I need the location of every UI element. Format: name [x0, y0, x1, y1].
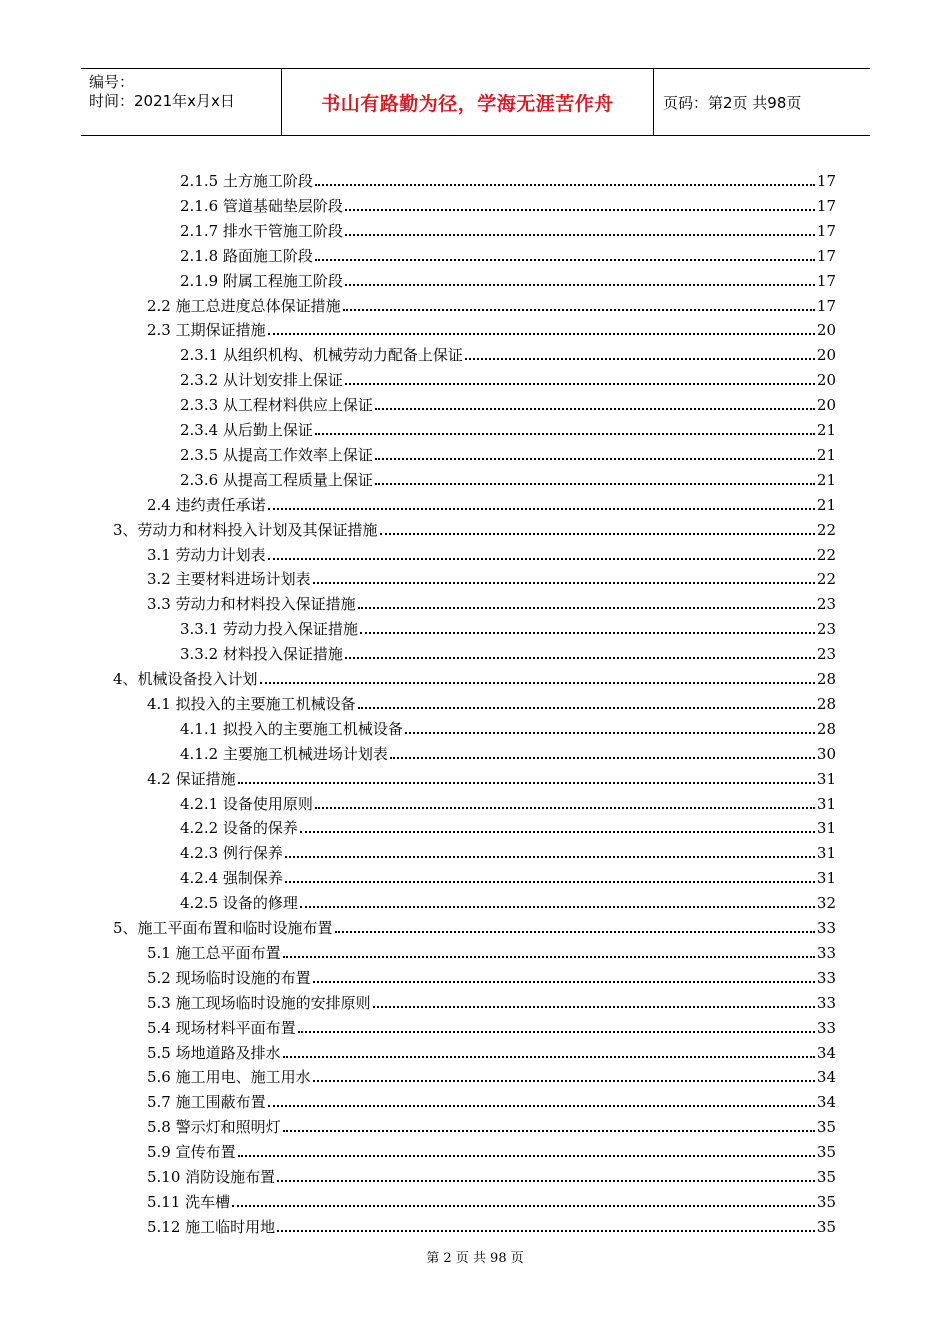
toc-dot-leader — [313, 1080, 815, 1082]
toc-entry-page: 28 — [816, 670, 836, 688]
toc-dot-leader — [277, 1230, 815, 1232]
toc-entry[interactable] — [180, 167, 836, 191]
toc-dot-leader — [343, 309, 815, 311]
toc-entry[interactable] — [113, 516, 836, 540]
toc-entry-label: 5.6 施工用电、施工用水 — [147, 1068, 311, 1087]
toc-entry[interactable] — [180, 416, 836, 440]
toc-entry-label: 2.4 违约责任承诺 — [147, 495, 266, 514]
toc-entry[interactable] — [147, 1014, 836, 1038]
toc-dot-leader — [283, 1056, 815, 1058]
toc-entry-page: 28 — [816, 694, 836, 713]
toc-entry[interactable] — [180, 242, 836, 266]
toc-dot-leader — [345, 209, 815, 211]
toc-entry-label: 4.1 拟投入的主要施工机械设备 — [147, 694, 356, 713]
toc-entry-page: 35 — [816, 1217, 836, 1236]
toc-entry-page: 17 — [816, 172, 836, 190]
toc-entry-page: 20 — [816, 396, 836, 415]
toc-entry-page: 20 — [816, 321, 836, 340]
toc-entry-page: 31 — [816, 794, 836, 813]
toc-dot-leader — [405, 732, 815, 734]
toc-entry[interactable] — [180, 217, 836, 241]
toc-entry-page: 35 — [816, 1118, 836, 1137]
toc-entry[interactable] — [147, 690, 836, 714]
toc-entry-label: 2.1.8 路面施工阶段 — [180, 246, 313, 265]
toc-entry-page: 17 — [816, 196, 836, 215]
page-footer — [0, 1247, 950, 1266]
toc-entry-label: 4、机械设备投入计划 — [113, 670, 258, 688]
toc-entry-label: 4.2.2 设备的保养 — [180, 819, 298, 838]
toc-entry[interactable] — [180, 341, 836, 365]
toc-entry-label: 2.3.6 从提高工程质量上保证 — [180, 470, 373, 489]
toc-entry-page: 20 — [816, 371, 836, 390]
toc-entry-page: 31 — [816, 769, 836, 788]
toc-entry[interactable] — [180, 466, 836, 490]
toc-dot-leader — [335, 931, 815, 933]
toc-entry-label: 4.2.4 强制保养 — [180, 869, 283, 888]
toc-entry-page: 34 — [816, 1068, 836, 1087]
toc-entry-label: 3、劳动力和材料投入计划及其保证措施 — [113, 520, 378, 539]
toc-entry-page: 33 — [816, 919, 836, 937]
toc-entry-label: 4.2.3 例行保养 — [180, 844, 283, 863]
toc-entry[interactable] — [180, 441, 836, 465]
toc-entry-label: 5.8 警示灯和照明灯 — [147, 1118, 281, 1137]
motto-text: 书山有路勤为径，学海无涯苦作舟 — [321, 92, 614, 115]
toc-entry-page: 17 — [816, 296, 836, 315]
toc-dot-leader — [238, 782, 815, 784]
toc-dot-leader — [345, 657, 815, 659]
toc-entry-label: 5.11 洗车槽 — [147, 1192, 231, 1211]
toc-entry-page: 33 — [816, 1018, 836, 1037]
toc-entry-label: 5.5 场地道路及排水 — [147, 1043, 281, 1062]
toc-entry-page: 32 — [816, 894, 836, 913]
header-motto-cell — [281, 69, 654, 135]
toc-entry-label: 2.2 施工总进度总体保证措施 — [147, 296, 341, 315]
toc-entry[interactable] — [147, 1188, 836, 1212]
footer-page-number: 第 2 页 共 98 页 — [426, 1251, 524, 1266]
toc-entry[interactable] — [180, 715, 836, 739]
toc-entry-label: 2.1.6 管道基础垫层阶段 — [180, 196, 343, 215]
toc-entry-label: 5.10 消防设施布置 — [147, 1168, 276, 1186]
toc-entry[interactable] — [147, 1088, 836, 1112]
toc-entry[interactable] — [147, 939, 836, 963]
toc-dot-leader — [465, 358, 815, 360]
toc-entry[interactable] — [147, 765, 836, 789]
toc-entry[interactable] — [180, 391, 836, 415]
toc-entry-page: 22 — [816, 545, 836, 564]
toc-entry-page: 31 — [816, 869, 836, 888]
toc-dot-leader — [315, 259, 815, 261]
toc-dot-leader — [283, 956, 815, 958]
toc-entry-label: 5.1 施工总平面布置 — [147, 943, 281, 962]
toc-entry-label: 4.2.5 设备的修理 — [180, 894, 298, 913]
toc-entry[interactable] — [147, 1163, 836, 1187]
toc-entry-page: 35 — [816, 1192, 836, 1211]
toc-dot-leader — [268, 508, 815, 510]
toc-dot-leader — [277, 1180, 815, 1182]
toc-entry-label: 4.1.1 拟投入的主要施工机械设备 — [180, 719, 403, 738]
toc-entry-label: 5.3 施工现场临时设施的安排原则 — [147, 993, 371, 1012]
toc-dot-leader — [345, 383, 815, 385]
toc-entry-page: 23 — [816, 595, 836, 614]
toc-entry-label: 2.1.7 排水干管施工阶段 — [180, 221, 343, 240]
toc-dot-leader — [373, 1006, 815, 1008]
toc-entry-page: 28 — [816, 719, 836, 738]
toc-entry-label: 2.3.1 从组织机构、机械劳动力配备上保证 — [180, 346, 463, 365]
toc-entry-label: 2.3.5 从提高工作效率上保证 — [180, 445, 373, 464]
toc-dot-leader — [375, 483, 815, 485]
toc-dot-leader — [283, 1130, 815, 1132]
toc-entry[interactable] — [147, 491, 836, 515]
toc-entry-label: 2.3.4 从后勤上保证 — [180, 421, 313, 439]
toc-entry[interactable] — [180, 640, 836, 664]
toc-entry[interactable] — [180, 192, 836, 216]
toc-entry-label: 2.1.5 土方施工阶段 — [180, 172, 313, 190]
toc-dot-leader — [268, 333, 815, 335]
toc-entry-label: 5、施工平面布置和临时设施布置 — [113, 919, 333, 937]
toc-entry[interactable] — [180, 864, 836, 888]
toc-dot-leader — [380, 533, 815, 535]
toc-entry-label: 5.12 施工临时用地 — [147, 1217, 276, 1236]
toc-entry-page: 35 — [816, 1143, 836, 1162]
toc-entry-page: 20 — [816, 346, 836, 365]
toc-entry-label: 3.3.2 材料投入保证措施 — [180, 645, 343, 664]
toc-entry[interactable] — [180, 267, 836, 291]
toc-entry[interactable] — [180, 814, 836, 838]
toc-entry-label: 2.1.9 附属工程施工阶段 — [180, 271, 343, 290]
toc-entry-page: 33 — [816, 943, 836, 962]
toc-dot-leader — [298, 1031, 815, 1033]
toc-entry-page: 35 — [816, 1168, 836, 1186]
toc-entry[interactable] — [147, 964, 836, 988]
toc-entry[interactable] — [147, 1063, 836, 1087]
toc-dot-leader — [360, 632, 815, 634]
toc-dot-leader — [313, 582, 815, 584]
toc-entry-page: 22 — [816, 570, 836, 589]
toc-entry-page: 21 — [816, 470, 836, 489]
toc-dot-leader — [315, 807, 815, 809]
toc-entry[interactable] — [113, 665, 836, 689]
toc-entry[interactable] — [180, 839, 836, 863]
page-info: 页码：第2页 共98页 — [663, 93, 802, 112]
toc-entry-page: 31 — [816, 819, 836, 838]
toc-dot-leader — [260, 682, 815, 684]
toc-entry-label: 3.2 主要材料进场计划表 — [147, 570, 311, 589]
toc-entry[interactable] — [147, 1113, 836, 1137]
toc-entry-label: 5.2 现场临时设施的布置 — [147, 968, 311, 987]
toc-entry-page: 31 — [816, 844, 836, 863]
toc-entry-page: 17 — [816, 221, 836, 240]
toc-entry[interactable] — [147, 590, 836, 614]
toc-entry-page: 17 — [816, 246, 836, 265]
toc-entry-label: 3.3 劳动力和材料投入保证措施 — [147, 595, 356, 614]
toc-entry-page: 23 — [816, 645, 836, 664]
toc-entry-label: 5.4 现场材料平面布置 — [147, 1018, 296, 1037]
header-meta-cell — [81, 69, 281, 135]
toc-dot-leader — [315, 433, 815, 435]
toc-entry[interactable] — [180, 790, 836, 814]
toc-dot-leader — [345, 234, 815, 236]
toc-entry-page: 34 — [816, 1093, 836, 1112]
toc-entry[interactable] — [147, 541, 836, 565]
toc-dot-leader — [238, 1155, 815, 1157]
header-page-cell — [654, 69, 870, 135]
toc-entry-page: 21 — [816, 445, 836, 464]
toc-entry[interactable] — [147, 316, 836, 340]
toc-entry-page: 34 — [816, 1043, 836, 1062]
toc-dot-leader — [375, 458, 815, 460]
toc-entry[interactable] — [147, 1039, 836, 1063]
toc-entry-label: 2.3.2 从计划安排上保证 — [180, 371, 343, 390]
toc-entry-label: 4.2.1 设备使用原则 — [180, 794, 313, 813]
toc-entry[interactable] — [147, 565, 836, 589]
toc-entry-label: 5.9 宣传布置 — [147, 1143, 236, 1162]
date-label: 时间：2021年x月x日 — [89, 92, 235, 110]
toc-entry-page: 22 — [816, 520, 836, 539]
toc-entry-label: 5.7 施工围蔽布置 — [147, 1093, 266, 1112]
toc-entry-page: 30 — [816, 744, 836, 763]
toc-dot-leader — [390, 757, 815, 759]
toc-dot-leader — [358, 607, 815, 609]
toc-entry-page: 23 — [816, 620, 836, 639]
toc-entry-label: 2.3 工期保证措施 — [147, 321, 266, 340]
toc-entry-label: 4.2 保证措施 — [147, 769, 236, 788]
toc-entry[interactable] — [180, 740, 836, 764]
toc-entry-page: 21 — [816, 421, 836, 439]
toc-entry[interactable] — [180, 615, 836, 639]
toc-entry-label: 3.3.1 劳动力投入保证措施 — [180, 620, 358, 639]
toc-entry[interactable] — [147, 989, 836, 1013]
toc-dot-leader — [268, 558, 815, 560]
toc-dot-leader — [313, 981, 815, 983]
document-header — [81, 68, 870, 136]
toc-entry-page: 17 — [816, 271, 836, 290]
toc-dot-leader — [285, 881, 815, 883]
toc-entry-label: 2.3.3 从工程材料供应上保证 — [180, 396, 373, 415]
toc-entry-label: 4.1.2 主要施工机械进场计划表 — [180, 744, 388, 763]
toc-entry[interactable] — [147, 1213, 836, 1237]
toc-dot-leader — [268, 1105, 815, 1107]
toc-dot-leader — [345, 284, 815, 286]
toc-dot-leader — [300, 906, 815, 908]
toc-dot-leader — [375, 408, 815, 410]
toc-dot-leader — [358, 707, 815, 709]
serial-label: 编号： — [89, 73, 135, 91]
toc-dot-leader — [232, 1205, 815, 1207]
toc-entry[interactable] — [113, 914, 836, 938]
toc-entry[interactable] — [180, 366, 836, 390]
toc-dot-leader — [315, 184, 815, 186]
toc-entry-page: 33 — [816, 993, 836, 1012]
toc-entry[interactable] — [180, 889, 836, 913]
toc-entry-page: 33 — [816, 968, 836, 987]
toc-entry[interactable] — [147, 292, 836, 316]
toc-entry-page: 21 — [816, 495, 836, 514]
toc-dot-leader — [300, 831, 815, 833]
toc-entry[interactable] — [147, 1138, 836, 1162]
toc-dot-leader — [285, 856, 815, 858]
toc-entry-label: 3.1 劳动力计划表 — [147, 545, 266, 564]
